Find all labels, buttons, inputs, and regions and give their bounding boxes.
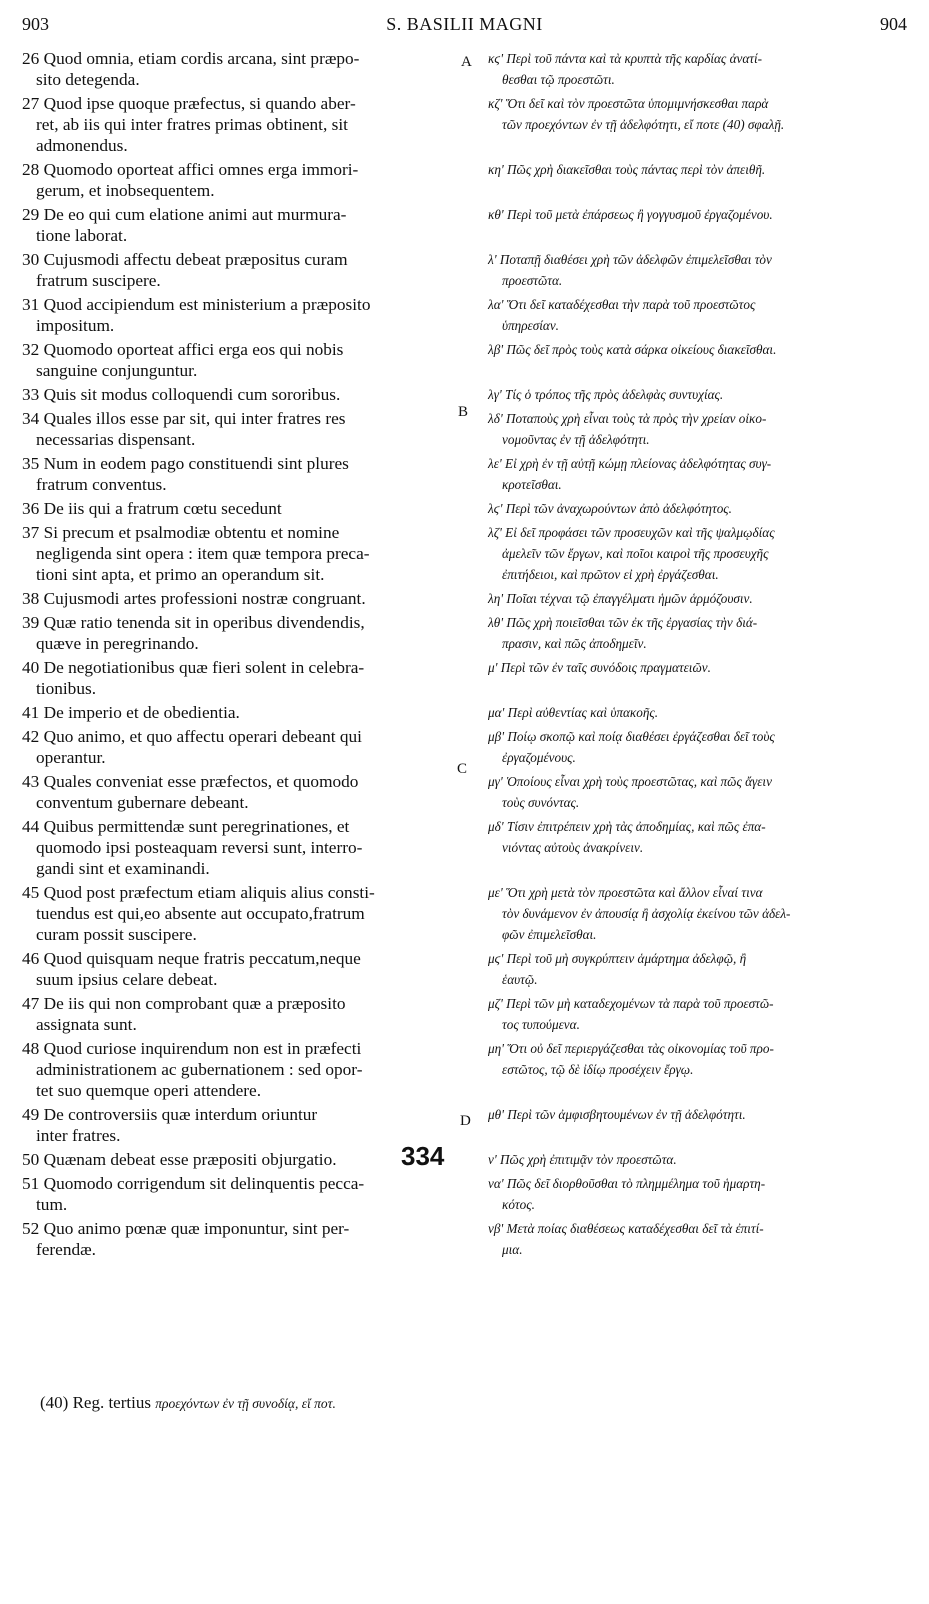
greek-entry-line bbox=[488, 726, 913, 747]
latin-entry-line bbox=[22, 1104, 468, 1125]
greek-entry-text: Περὶ αὐθεντίας καὶ ὑπακοῆς. bbox=[507, 705, 659, 720]
greek-entry bbox=[488, 93, 913, 159]
latin-entry-text: Quod ipse quoque præfectus, si quando aber- bbox=[43, 94, 356, 113]
greek-entry-line: κροτεῖσθαι. bbox=[502, 477, 562, 492]
latin-entry bbox=[22, 1038, 468, 1104]
greek-entry-number: λη' bbox=[488, 591, 504, 606]
latin-entry bbox=[22, 159, 468, 204]
greek-entry-text: Ὁποίους εἶναι χρὴ τοὺς προεστῶτας, καὶ πῶς ἄγειν bbox=[505, 774, 772, 789]
greek-entry-number: μ' bbox=[488, 660, 498, 675]
latin-entry-number: 42 bbox=[22, 727, 40, 746]
greek-entry-line bbox=[488, 816, 913, 837]
latin-entry-line bbox=[22, 453, 468, 474]
greek-entry-line bbox=[488, 771, 913, 792]
greek-entry-line bbox=[488, 657, 913, 678]
greek-entry-line bbox=[488, 1038, 913, 1059]
greek-entry-number: μδ' bbox=[488, 819, 504, 834]
latin-entry-text: De eo qui cum elatione animi aut murmura- bbox=[43, 205, 347, 224]
margin-letter-d: D bbox=[460, 1113, 471, 1129]
latin-entry-line bbox=[22, 204, 468, 225]
latin-entry-number: 27 bbox=[22, 94, 40, 113]
greek-column bbox=[488, 48, 913, 1263]
greek-entry-line: μια. bbox=[502, 1242, 523, 1257]
greek-entry-line bbox=[488, 408, 913, 429]
latin-entry-text: De iis qui a fratrum cœtu secedunt bbox=[43, 499, 282, 518]
greek-entry-line bbox=[488, 1218, 913, 1239]
greek-entry bbox=[488, 159, 913, 204]
latin-entry bbox=[22, 993, 468, 1038]
greek-entry-line: τὸν δυνάμενον ἐν ἀπουσίᾳ ἢ ἀσχολίᾳ ἐκείνου τῶν ἀδελ- bbox=[502, 906, 791, 921]
latin-entry-line bbox=[22, 1218, 468, 1239]
greek-entry bbox=[488, 522, 913, 588]
latin-entry bbox=[22, 657, 468, 702]
greek-entry-text: Ποταποὺς χρὴ εἶναι τοὺς τὰ πρὸς τὴν χρείαν οἰκο- bbox=[505, 411, 767, 426]
greek-entry-number: λϛ' bbox=[488, 501, 503, 516]
greek-entry-text: Πῶς δεῖ διορθοῦσθαι τὸ πλημμέλημα τοῦ ἡμαρτη- bbox=[506, 1176, 766, 1191]
latin-entry-line bbox=[22, 882, 468, 903]
greek-entry-line: προεστῶτα. bbox=[502, 273, 563, 288]
greek-entry-text: Περὶ τοῦ πάντα καὶ τὰ κρυπτὰ τῆς καρδίας ἀνατί- bbox=[506, 51, 763, 66]
greek-entry-line: φῶν ἐπιμελεῖσθαι. bbox=[502, 927, 597, 942]
greek-entry-number: να' bbox=[488, 1176, 504, 1191]
greek-entry-text: Πῶς χρὴ ποιεῖσθαι τῶν ἐκ τῆς ἐργασίας τὴν διά- bbox=[506, 615, 758, 630]
latin-entry-text: Quis sit modus colloquendi cum sororibus. bbox=[43, 385, 341, 404]
latin-entry-line: sanguine conjunguntur. bbox=[36, 361, 198, 380]
latin-entry-text: Quod accipiendum est ministerium a præposito bbox=[43, 295, 371, 314]
latin-entry-line bbox=[22, 726, 468, 747]
latin-entry-number: 29 bbox=[22, 205, 40, 224]
greek-entry-line: ἐργαζομένους. bbox=[502, 750, 576, 765]
latin-entry-number: 30 bbox=[22, 250, 40, 269]
greek-entry-line bbox=[488, 1149, 913, 1170]
greek-entry bbox=[488, 498, 913, 522]
latin-entry-text: Quod curiose inquirendum non est in præfecti bbox=[43, 1039, 362, 1058]
greek-entry-number: μγ' bbox=[488, 774, 503, 789]
greek-entry-number: νβ' bbox=[488, 1221, 504, 1236]
footnote bbox=[40, 1393, 336, 1413]
latin-entry-line bbox=[22, 612, 468, 633]
greek-entry-number: κζ' bbox=[488, 96, 503, 111]
latin-entry-line: tionibus. bbox=[36, 679, 97, 698]
greek-entry bbox=[488, 339, 913, 384]
latin-entry-number: 33 bbox=[22, 385, 40, 404]
column-number: 334 bbox=[401, 1141, 445, 1171]
latin-entry-text: De negotiationibus quæ fieri solent in celebra- bbox=[43, 658, 365, 677]
latin-entry-line: negligenda sint opera : item quæ tempora preca- bbox=[36, 544, 370, 563]
latin-entry-line: gandi sint et examinandi. bbox=[36, 859, 210, 878]
latin-entry-text: De imperio et de obedientia. bbox=[43, 703, 240, 722]
latin-entry-line bbox=[22, 1173, 468, 1194]
latin-entry-text: Cujusmodi affectu debeat præpositus curam bbox=[43, 250, 348, 269]
latin-entry bbox=[22, 726, 468, 771]
latin-entry bbox=[22, 771, 468, 816]
greek-entry-line: ἐπιτήδειοι, καὶ πρῶτον εἰ χρὴ ἐργάζεσθαι. bbox=[502, 567, 719, 582]
latin-entry-line: tum. bbox=[36, 1195, 68, 1214]
greek-entry-number: λγ' bbox=[488, 387, 502, 402]
latin-entry-number: 38 bbox=[22, 589, 40, 608]
greek-entry-number: μϛ' bbox=[488, 951, 504, 966]
latin-entry-number: 36 bbox=[22, 499, 40, 518]
latin-entry bbox=[22, 204, 468, 249]
latin-entry-text: Quomodo corrigendum sit delinquentis pecca- bbox=[43, 1174, 365, 1193]
latin-entry-line bbox=[22, 702, 468, 723]
footnote-latin: (40) Reg. tertius bbox=[40, 1393, 151, 1412]
latin-entry bbox=[22, 816, 468, 882]
greek-entry-text: Περὶ τῶν μὴ καταδεχομένων τὰ παρὰ τοῦ προεστῶ- bbox=[506, 996, 774, 1011]
page-number-left: 903 bbox=[22, 14, 49, 34]
greek-entry-text: Περὶ τῶν ἐν ταῖς συνόδοις πραγματειῶν. bbox=[500, 660, 711, 675]
greek-entry bbox=[488, 948, 913, 993]
latin-entry-text: Si precum et psalmodiæ obtentu et nomine bbox=[43, 523, 340, 542]
latin-entry-line bbox=[22, 657, 468, 678]
greek-entry-text: Ὅτι δεῖ καὶ τὸν προεστῶτα ὑπομιμνήσκεσθαι παρὰ bbox=[505, 96, 769, 111]
latin-entry-text: Num in eodem pago constituendi sint plures bbox=[43, 454, 349, 473]
latin-entry bbox=[22, 588, 468, 612]
latin-entry-number: 34 bbox=[22, 409, 40, 428]
latin-entry-line bbox=[22, 339, 468, 360]
greek-entry-number: μβ' bbox=[488, 729, 505, 744]
latin-entry-text: Quibus permittendæ sunt peregrinationes, et bbox=[43, 817, 350, 836]
greek-entry-text: Πῶς χρὴ διακεῖσθαι τοὺς πάντας περὶ τὸν ἀπειθῆ. bbox=[507, 162, 766, 177]
greek-entry-line: νομοῦντας ἐν τῇ ἀδελφότητι. bbox=[502, 432, 650, 447]
latin-entry bbox=[22, 48, 468, 93]
greek-entry-text: Ὅτι χρὴ μετὰ τὸν προεστῶτα καὶ ἄλλον εἶναί τινα bbox=[505, 885, 763, 900]
latin-entry-number: 51 bbox=[22, 1174, 40, 1193]
greek-entry-line: εστῶτος, τῷ δὲ ἰδίῳ προσέχειν ἔργῳ. bbox=[502, 1062, 694, 1077]
greek-entry-line: τοὺς συνόντας. bbox=[502, 795, 580, 810]
latin-entry-number: 43 bbox=[22, 772, 40, 791]
latin-entry-text: Quo animo pœnæ quæ imponuntur, sint per- bbox=[43, 1219, 350, 1238]
greek-entry-text: Ποταπῇ διαθέσει χρὴ τῶν ἀδελφῶν ἐπιμελεῖσθαι τὸν bbox=[499, 252, 772, 267]
latin-entry-text: Quænam debeat esse præpositi objurgatio. bbox=[43, 1150, 337, 1169]
greek-entry bbox=[488, 657, 913, 702]
latin-entry bbox=[22, 384, 468, 408]
greek-entry-line: θεσθαι τῷ προεστῶτι. bbox=[502, 72, 615, 87]
greek-entry bbox=[488, 453, 913, 498]
greek-entry-number: κη' bbox=[488, 162, 504, 177]
latin-entry-number: 52 bbox=[22, 1219, 40, 1238]
greek-entry-line bbox=[488, 702, 913, 723]
greek-entry bbox=[488, 204, 913, 249]
latin-entry-line bbox=[22, 249, 468, 270]
latin-entry-text: Quod quisquam neque fratris peccatum,neque bbox=[43, 949, 361, 968]
latin-entry-line: ret, ab iis qui inter fratres primas obtinent, sit bbox=[36, 115, 348, 134]
latin-entry bbox=[22, 93, 468, 159]
margin-letter-a: A bbox=[461, 54, 472, 70]
greek-entry bbox=[488, 882, 913, 948]
greek-entry-line bbox=[488, 48, 913, 69]
greek-entry-line: πρασιν, καὶ πῶς ἀποδημεῖν. bbox=[502, 636, 647, 651]
margin-letter-c: C bbox=[457, 761, 468, 777]
greek-entry-number: λθ' bbox=[488, 615, 504, 630]
greek-entry-line: τῶν προεχόντων ἐν τῇ ἀδελφότητι, εἴ ποτε (40) σφαλῇ. bbox=[502, 117, 785, 132]
latin-entry bbox=[22, 453, 468, 498]
latin-entry-number: 48 bbox=[22, 1039, 40, 1058]
latin-entry-line bbox=[22, 588, 468, 609]
greek-entry-number: μθ' bbox=[488, 1107, 504, 1122]
greek-entry-text: Πῶς χρὴ ἐπιτιμᾷν τὸν προεστῶτα. bbox=[499, 1152, 677, 1167]
latin-entry-text: Quo animo, et quo affectu operari debeant qui bbox=[43, 727, 362, 746]
latin-entry bbox=[22, 249, 468, 294]
latin-entry-line bbox=[22, 771, 468, 792]
greek-entry-text: Ὅτι οὐ δεῖ περιεργάζεσθαι τὰς οἰκονομίας τοῦ προ- bbox=[507, 1041, 774, 1056]
greek-entry-line bbox=[488, 1104, 913, 1125]
greek-entry-number: λα' bbox=[488, 297, 504, 312]
latin-entry-line bbox=[22, 993, 468, 1014]
greek-entry-line bbox=[488, 882, 913, 903]
greek-entry bbox=[488, 816, 913, 882]
latin-entry-line: quæve in peregrinando. bbox=[36, 634, 199, 653]
latin-entry-text: Quomodo oporteat affici omnes erga immori- bbox=[43, 160, 359, 179]
latin-entry-line: admonendus. bbox=[36, 136, 128, 155]
latin-entry bbox=[22, 702, 468, 726]
latin-entry-number: 31 bbox=[22, 295, 40, 314]
latin-entry-text: Cujusmodi artes professioni nostræ congruant. bbox=[43, 589, 366, 608]
latin-entry-line bbox=[22, 522, 468, 543]
greek-entry-number: μζ' bbox=[488, 996, 503, 1011]
greek-entry-line bbox=[488, 612, 913, 633]
greek-entry-text: Περὶ τοῦ μετὰ ἐπάρσεως ἢ γογγυσμοῦ ἐργαζομένου. bbox=[506, 207, 773, 222]
latin-entry-number: 40 bbox=[22, 658, 40, 677]
greek-entry-text: Τίς ὁ τρόπος τῆς πρὸς ἀδελφὰς συντυχίας. bbox=[505, 387, 724, 402]
latin-entry-line: suum ipsius celare debeat. bbox=[36, 970, 218, 989]
greek-entry bbox=[488, 726, 913, 771]
greek-entry-text: Ὅτι δεῖ καταδέχεσθαι τὴν παρὰ τοῦ προεστῶτος bbox=[506, 297, 756, 312]
greek-entry bbox=[488, 1173, 913, 1218]
greek-entry-line bbox=[488, 522, 913, 543]
greek-entry-number: λβ' bbox=[488, 342, 504, 357]
latin-entry-text: Quales conveniat esse præfectos, et quomodo bbox=[43, 772, 359, 791]
greek-entry-line bbox=[488, 588, 913, 609]
greek-entry bbox=[488, 771, 913, 816]
greek-entry-line: νιόντας αὐτοὺς ἀνακρίνειν. bbox=[502, 840, 644, 855]
greek-entry-number: μη' bbox=[488, 1041, 504, 1056]
latin-entry-line: tioni sint apta, et primo an operandum sit. bbox=[36, 565, 325, 584]
greek-entry bbox=[488, 249, 913, 294]
latin-entry-text: Quod omnia, etiam cordis arcana, sint præpo- bbox=[43, 49, 360, 68]
latin-entry-text: De iis qui non comprobant quæ a præposito bbox=[43, 994, 346, 1013]
latin-entry-number: 39 bbox=[22, 613, 40, 632]
greek-entry-line bbox=[488, 339, 913, 360]
greek-entry-line: ἑαυτῷ. bbox=[502, 972, 538, 987]
latin-entry-line bbox=[22, 48, 468, 69]
latin-entry bbox=[22, 294, 468, 339]
greek-entry-line: κότος. bbox=[502, 1197, 535, 1212]
latin-entry bbox=[22, 948, 468, 993]
latin-entry-number: 50 bbox=[22, 1150, 40, 1169]
greek-entry-line bbox=[488, 453, 913, 474]
latin-entry-line: fratrum conventus. bbox=[36, 475, 167, 494]
greek-entry-text: Ποῖαι τέχναι τῷ ἐπαγγέλματι ἡμῶν ἁρμόζουσιν. bbox=[506, 591, 753, 606]
greek-entry-line bbox=[488, 948, 913, 969]
greek-entry-line bbox=[488, 204, 913, 225]
greek-entry-text: Περὶ τοῦ μὴ συγκρύπτειν ἁμάρτημα ἀδελφῷ, ἢ bbox=[506, 951, 747, 966]
greek-entry bbox=[488, 1149, 913, 1173]
latin-entry-line: fratrum suscipere. bbox=[36, 271, 161, 290]
running-header bbox=[22, 14, 907, 38]
latin-entry-text: Quomodo oporteat affici erga eos qui nobis bbox=[43, 340, 344, 359]
latin-entry-number: 45 bbox=[22, 883, 40, 902]
latin-entry-line: tione laborat. bbox=[36, 226, 128, 245]
greek-entry bbox=[488, 1038, 913, 1104]
latin-entry bbox=[22, 339, 468, 384]
latin-entry-number: 35 bbox=[22, 454, 40, 473]
latin-entry-number: 49 bbox=[22, 1105, 40, 1124]
footnote-greek: προεχόντων ἐν τῇ συνοδίᾳ, εἴ ποτ. bbox=[155, 1396, 336, 1411]
latin-entry-number: 37 bbox=[22, 523, 40, 542]
latin-entry bbox=[22, 882, 468, 948]
greek-entry-text: Περὶ τῶν ἀναχωρούντων ἀπὸ ἀδελφότητος. bbox=[505, 501, 732, 516]
latin-entry-line bbox=[22, 294, 468, 315]
greek-entry bbox=[488, 993, 913, 1038]
greek-entry bbox=[488, 48, 913, 93]
greek-entry bbox=[488, 294, 913, 339]
greek-entry-line: ὑπηρεσίαν. bbox=[502, 318, 559, 333]
greek-entry-line bbox=[488, 384, 913, 405]
greek-entry-number: λε' bbox=[488, 456, 502, 471]
latin-entry-text: Quæ ratio tenenda sit in operibus divendendis, bbox=[43, 613, 365, 632]
greek-entry-text: Πῶς δεῖ πρὸς τοὺς κατὰ σάρκα οἰκείους διακεῖσθαι. bbox=[506, 342, 777, 357]
latin-entry-line bbox=[22, 384, 468, 405]
greek-entry bbox=[488, 588, 913, 612]
latin-entry bbox=[22, 612, 468, 657]
latin-entry-line: impositum. bbox=[36, 316, 115, 335]
latin-entry-text: De controversiis quæ interdum oriuntur bbox=[43, 1105, 318, 1124]
latin-entry-line bbox=[22, 408, 468, 429]
greek-entry-text: Περὶ τῶν ἀμφισβητουμένων ἐν τῇ ἀδελφότητι. bbox=[507, 1107, 746, 1122]
latin-entry-line: conventum gubernare debeant. bbox=[36, 793, 249, 812]
greek-entry bbox=[488, 408, 913, 453]
latin-entry-number: 28 bbox=[22, 160, 40, 179]
latin-column bbox=[22, 48, 468, 1263]
greek-entry-number: λζ' bbox=[488, 525, 502, 540]
latin-entry-line bbox=[22, 816, 468, 837]
latin-entry-line: quomodo ipsi posteaquam reversi sunt, interro- bbox=[36, 838, 363, 857]
latin-entry bbox=[22, 498, 468, 522]
latin-entry-line: inter fratres. bbox=[36, 1126, 121, 1145]
greek-entry bbox=[488, 384, 913, 408]
latin-entry bbox=[22, 1218, 468, 1263]
latin-entry-line: assignata sunt. bbox=[36, 1015, 137, 1034]
latin-entry-line: sito detegenda. bbox=[36, 70, 140, 89]
greek-entry-number: κϛ' bbox=[488, 51, 504, 66]
greek-entry-line bbox=[488, 498, 913, 519]
greek-entry-line: τος τυπούμενα. bbox=[502, 1017, 580, 1032]
greek-entry-line bbox=[488, 249, 913, 270]
latin-entry-text: Quales illos esse par sit, qui inter fratres res bbox=[43, 409, 346, 428]
latin-entry-number: 32 bbox=[22, 340, 40, 359]
page-number-right: 904 bbox=[880, 14, 907, 34]
latin-entry-number: 41 bbox=[22, 703, 40, 722]
greek-entry-number: λ' bbox=[488, 252, 497, 267]
greek-entry-number: λδ' bbox=[488, 411, 503, 426]
latin-entry bbox=[22, 408, 468, 453]
greek-entry bbox=[488, 702, 913, 726]
latin-entry-number: 46 bbox=[22, 949, 40, 968]
latin-entry-text: Quod post præfectum etiam aliquis alius consti- bbox=[43, 883, 375, 902]
latin-entry-number: 47 bbox=[22, 994, 40, 1013]
latin-entry-line: curam possit suscipere. bbox=[36, 925, 197, 944]
greek-entry-text: Τίσιν ἐπιτρέπειν χρὴ τὰς ἀποδημίας, καὶ πῶς ἐπα- bbox=[506, 819, 766, 834]
latin-entry-line: necessarias dispensant. bbox=[36, 430, 196, 449]
page-title: S. BASILII MAGNI bbox=[386, 14, 543, 34]
latin-entry-line: gerum, et inobsequentem. bbox=[36, 181, 215, 200]
greek-entry-number: με' bbox=[488, 885, 503, 900]
greek-entry bbox=[488, 1218, 913, 1263]
greek-entry-text: Μετὰ ποίας διαθέσεως καταδέχεσθαι δεῖ τὰ ἐπιτί- bbox=[506, 1221, 764, 1236]
greek-entry-line bbox=[488, 93, 913, 114]
latin-entry-line bbox=[22, 159, 468, 180]
greek-entry-line bbox=[488, 159, 913, 180]
greek-entry bbox=[488, 1104, 913, 1149]
greek-entry-number: μα' bbox=[488, 705, 505, 720]
latin-entry-line: ferendæ. bbox=[36, 1240, 96, 1259]
greek-entry-number: ν' bbox=[488, 1152, 497, 1167]
latin-entry-line bbox=[22, 93, 468, 114]
greek-entry-text: Ποίῳ σκοπῷ καὶ ποίᾳ διαθέσει ἐργάζεσθαι δεῖ τοὺς bbox=[507, 729, 775, 744]
latin-entry-line bbox=[22, 948, 468, 969]
latin-entry-line: tet suo quemque operi attendere. bbox=[36, 1081, 262, 1100]
margin-letter-b: B bbox=[458, 404, 469, 420]
latin-entry-line: operantur. bbox=[36, 748, 106, 767]
latin-entry bbox=[22, 522, 468, 588]
greek-entry-line: ἀμελεῖν τῶν ἔργων, καὶ ποῖοι καιροὶ τῆς προσευχῆς bbox=[502, 546, 769, 561]
greek-entry-text: Εἰ χρὴ ἐν τῇ αὐτῇ κώμῃ πλείονας ἀδελφότητας συγ- bbox=[505, 456, 772, 471]
latin-entry-line bbox=[22, 1038, 468, 1059]
greek-entry-text: Εἰ δεῖ προφάσει τῶν προσευχῶν καὶ τῆς ψαλμῳδίας bbox=[505, 525, 775, 540]
greek-entry-line bbox=[488, 1173, 913, 1194]
latin-entry-line: administrationem ac gubernationem : sed opor- bbox=[36, 1060, 363, 1079]
greek-entry-number: κθ' bbox=[488, 207, 504, 222]
greek-entry-line bbox=[488, 993, 913, 1014]
latin-entry-number: 26 bbox=[22, 49, 40, 68]
latin-entry-line: tuendus est qui,eo absente aut occupato,fratrum bbox=[36, 904, 365, 923]
greek-entry bbox=[488, 612, 913, 657]
latin-entry-line bbox=[22, 498, 468, 519]
latin-entry-number: 44 bbox=[22, 817, 40, 836]
latin-entry bbox=[22, 1173, 468, 1218]
greek-entry-line bbox=[488, 294, 913, 315]
